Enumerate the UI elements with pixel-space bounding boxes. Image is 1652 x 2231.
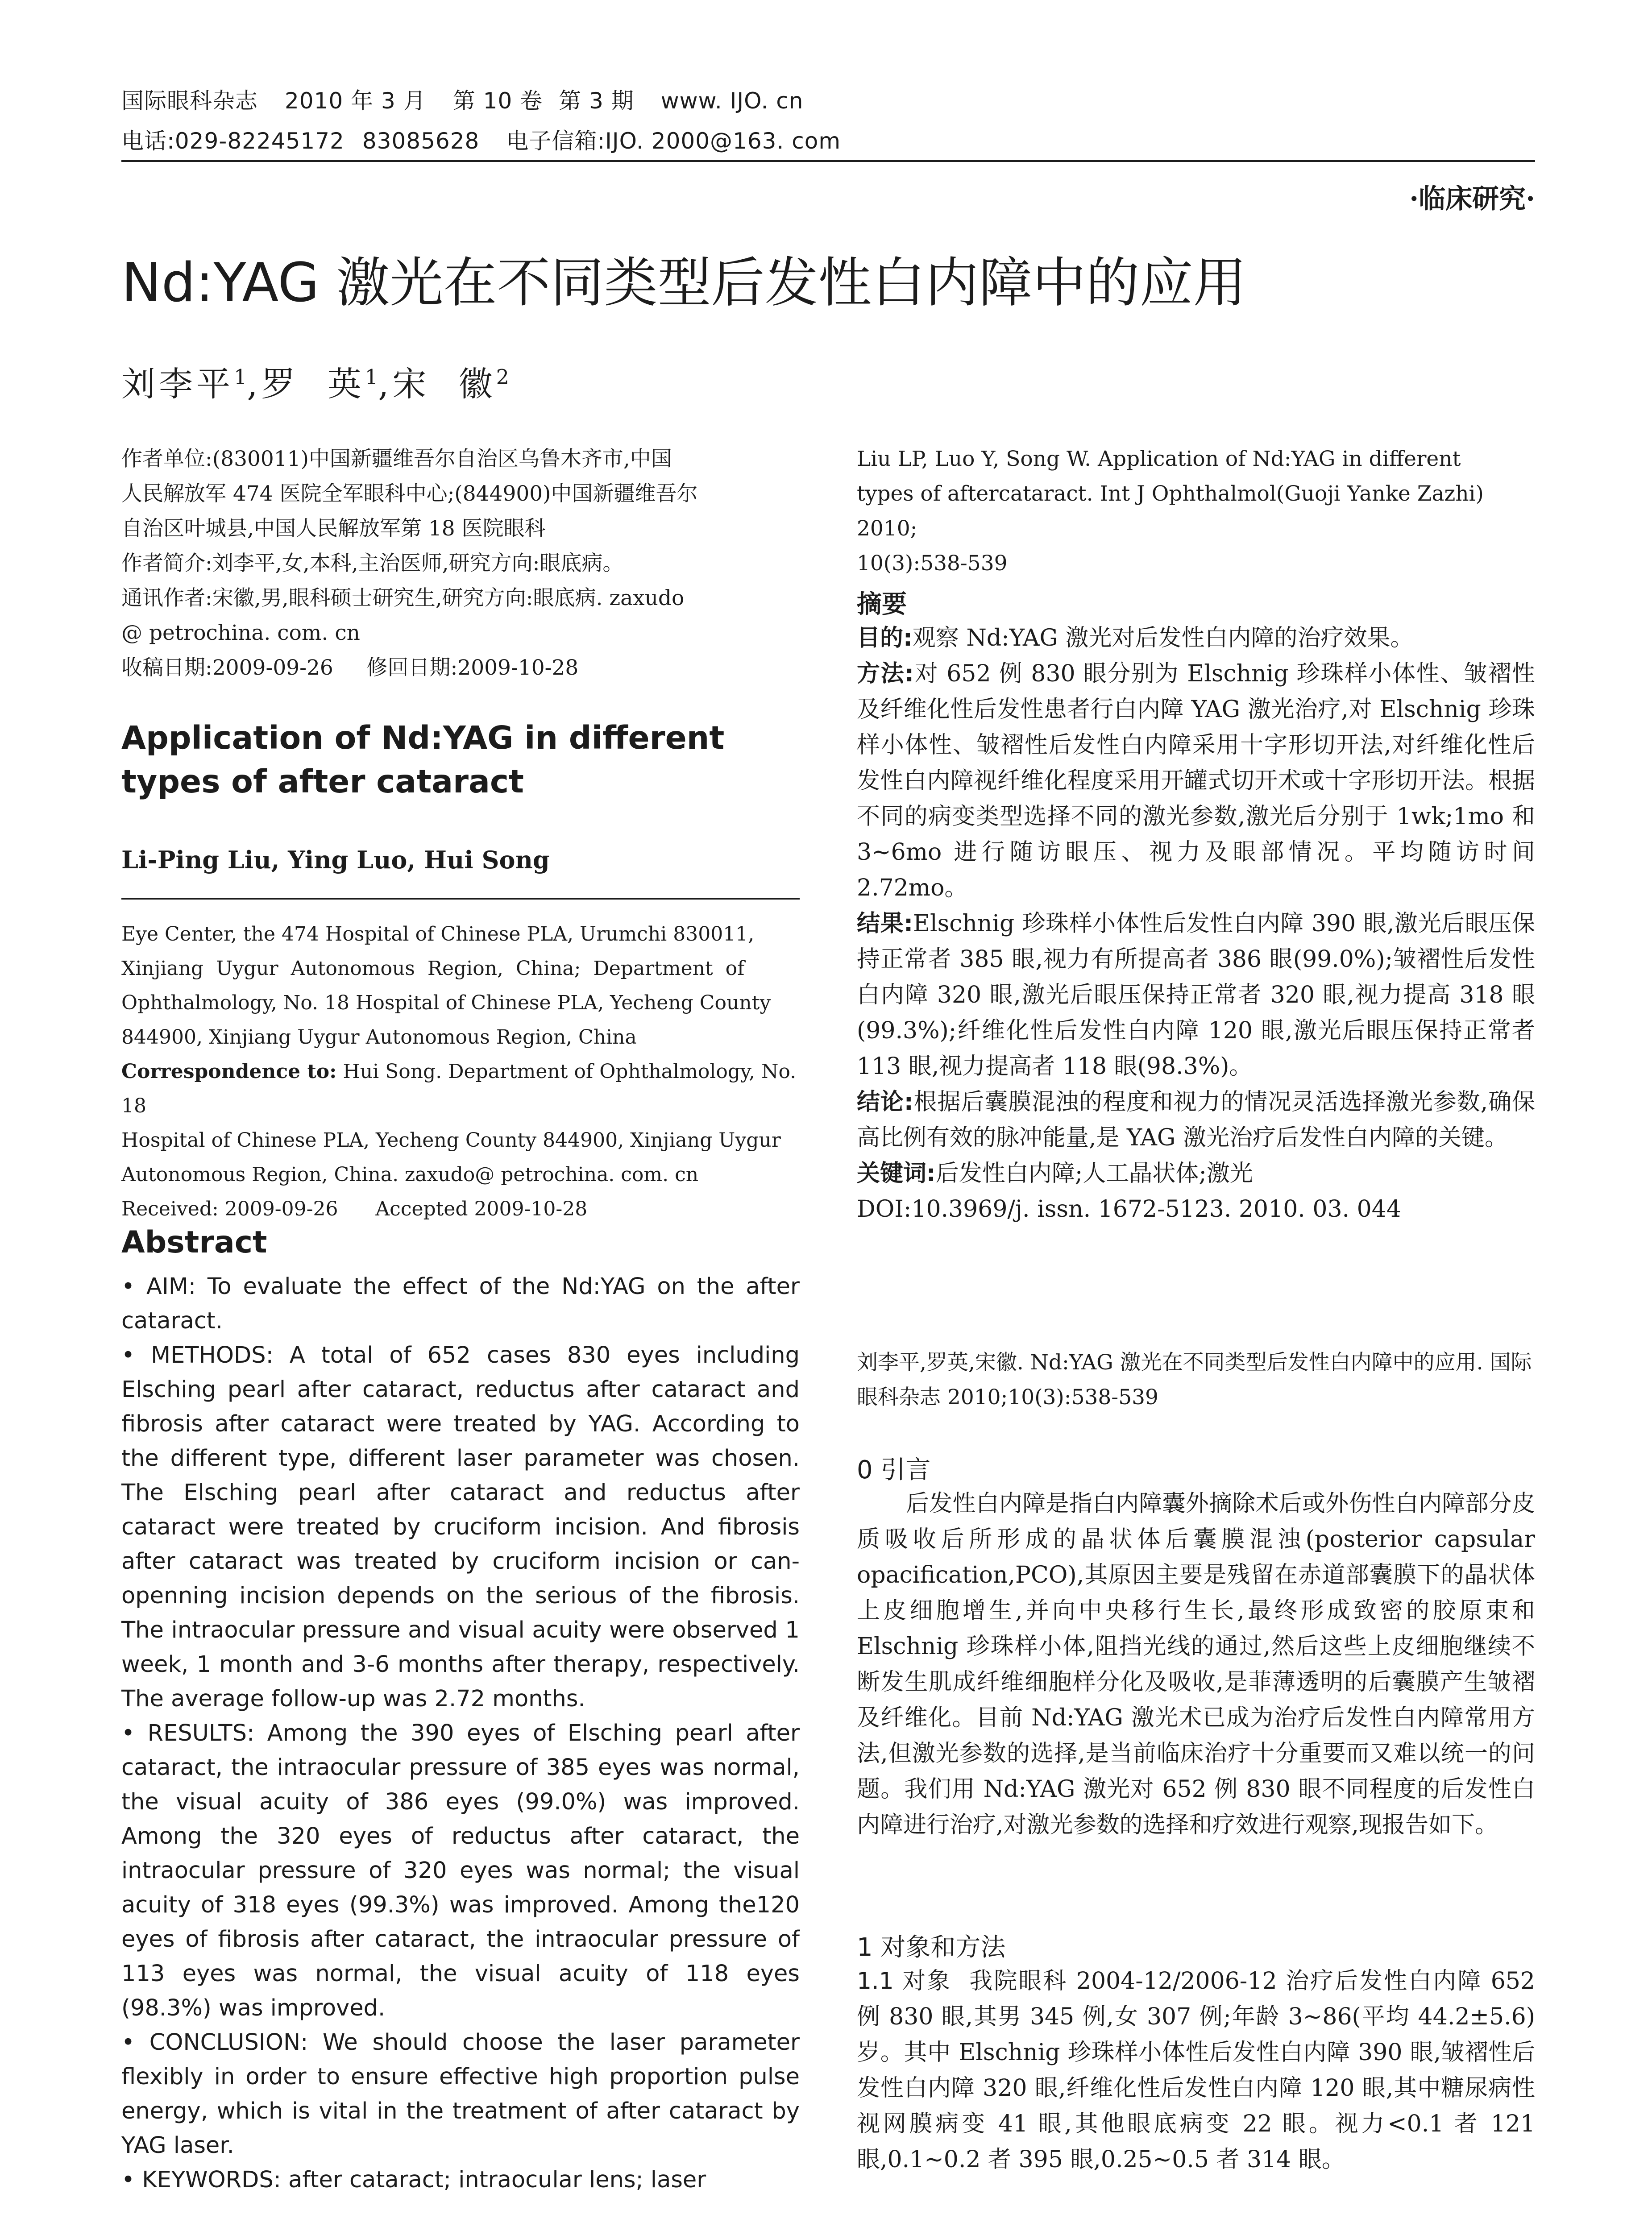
meta-line: 作者单位:(830011)中国新疆维吾尔自治区乌鲁木齐市,中国 <box>121 447 672 471</box>
subjects-label: 1.1 对象 <box>857 1968 952 1995</box>
affiliation-line: Eye Center, the 474 Hospital of Chinese PLA, Urumchi 830011, <box>121 923 755 945</box>
section-label: ·临床研究· <box>1409 183 1535 215</box>
citation-en <box>857 442 1535 581</box>
correspondence-line: Hospital of Chinese PLA, Yecheng County 844900, Xinjiang Uygur <box>121 1129 781 1152</box>
subjects-text: 我院眼科 2004-12/2006-12 治疗后发性白内障 652 例 830 眼,其男 345 例,女 307 例;年龄 3~86(平均 44.2±5.6)岁。其中 Elschnig 珍珠样小体性后发性白内障 390 眼,皱褶性后发性白内障 320 眼,纤维化性后发性白内障 120 眼,其中糖尿病性视网膜病变 41 眼,其他眼底病变 22 眼。视力<0.1 者 121 眼,0.1~0.2 者 395 眼,0.25~0.5 者 314 眼。 <box>857 1968 1535 2173</box>
abstract-heading-cn: 摘要 <box>857 590 907 619</box>
citation-line: 10(3):538-539 <box>857 551 1008 576</box>
conclusion-text: 根据后囊膜混浊的程度和视力的情况灵活选择激光参数,确保高比例有效的脉冲能量,是 YAG 激光治疗后发性白内障的关键。 <box>857 1089 1536 1151</box>
article-metadata-cn <box>121 442 800 685</box>
abstract-cn-keywords <box>857 1156 1535 1191</box>
author-2: 罗 英 <box>261 364 365 404</box>
volume: 第 10 卷 <box>452 88 543 114</box>
citation-line: Liu LP, Luo Y, Song W. Application of Nd:YAG in different <box>857 447 1461 471</box>
correspondence-label: Correspondence to: <box>121 1060 337 1083</box>
email-link[interactable]: 电子信箱:IJO. 2000@163. com <box>506 128 841 154</box>
affiliation-line: Ophthalmology, No. 18 Hospital of Chinese PLA, Yecheng County <box>121 991 771 1014</box>
affiliation-line: Xinjiang Uygur Autonomous Region, China; Department of <box>121 957 745 980</box>
citation-cn <box>857 1345 1535 1415</box>
intro-paragraph: 后发性白内障是指白内障囊外摘除术后或外伤性白内障部分皮质吸收后所形成的晶状体后囊膜混浊(posterior capsular opacification,PCO),其原因主要是残留在赤道部囊膜下的晶状体上皮细胞增生,并向中央移行生长,最终形成致密的胶原束和 Elschnig 珍珠样小体,阻挡光线的通过,然后这些上皮细胞继续不断发生肌成纤维细胞样分化及吸收,是菲薄透明的后囊膜产生皱褶及纤维化。目前 Nd:YAG 激光术已成为治疗后发性白内障常用方法,但激光参数的选择,是当前临床治疗十分重要而又难以统一的问题。我们用 Nd:YAG 激光对 652 例 830 眼不同程度的后发性白内障进行治疗,对激光参数的选择和疗效进行观察,现报告如下。 <box>857 1490 1535 1838</box>
issue-number: 第 3 期 <box>559 88 634 114</box>
results-text: Elschnig 珍珠样小体性后发性白内障 390 眼,激光后眼压保持正常者 385 眼,视力有所提高者 386 眼(99.0%);皱褶性后发性白内障 320 眼,激光后眼压保持正常者 320 眼,视力提高 318 眼(99.3%);纤维化性后发性白内障 120 眼,激光后眼压保持正常者 113 眼,视力提高者 118 眼(98.3%)。 <box>857 910 1536 1080</box>
abstract-methods: • METHODS: A total of 652 cases 830 eyes including Elsching pearl after cataract, reductus after cataract and fibrosis after cataract were treated by YAG. According to the different type, different laser parameter was chosen. The Elsching pearl after cataract and reductus after cataract were treated by cruciform incision. And fibrosis after cataract was treated by cruciform incision or can-openning incision depends on the serious of the fibrosis. The intraocular pressure and visual acuity were observed 1 week, 1 month and 3-6 months after therapy, respectively. The average follow-up was 2.72 months. <box>121 1342 800 1712</box>
abstract-cn-methods <box>857 656 1535 906</box>
methods-text: 对 652 例 830 眼分别为 Elschnig 珍珠样小体性、皱褶性及纤维化性后发性患者行白内障 YAG 激光治疗,对 Elschnig 珍珠样小体性、皱褶性后发性白内障采用十字形切开法,对纤维化性后发性白内障视纤维化程度采用开罐式切开术或十字形切开法。根据不同的病变类型选择不同的激光参数,激光后分别于 1wk;1mo 和 3~6mo 进行随访眼压、视力及眼部情况。平均随访时间 2.72mo。 <box>857 660 1535 901</box>
abstract-cn <box>857 620 1535 1227</box>
author-2-affil: 1 <box>365 365 378 389</box>
abstract-conclusion: • CONCLUSION: We should choose the laser parameter flexibly in order to ensure effective high proportion pulse energy, which is vital in the treatment of after cataract by YAG laser. <box>121 2029 800 2159</box>
phone-2: 83085628 <box>362 128 480 154</box>
correspondence-line <box>121 1054 800 1123</box>
aim-text: 观察 Nd:YAG 激光对后发性白内障的治疗效果。 <box>912 625 1414 651</box>
correspondence-text: Hui Song. Department of Ophthalmology, No. 18 <box>121 1060 797 1117</box>
meta-line: 作者简介:刘李平,女,本科,主治医师,研究方向:眼底病。 <box>121 551 624 576</box>
citation-cn-text: 刘李平,罗英,宋徽. Nd:YAG 激光在不同类型后发性白内障中的应用. 国际眼科杂志 2010;10(3):538-539 <box>857 1350 1532 1410</box>
keywords-label: 关键词: <box>857 1160 936 1187</box>
abstract-cn-conclusion <box>857 1084 1535 1156</box>
correspondence-line: Autonomous Region, China. zaxudo@ petrochina. com. cn <box>121 1163 699 1186</box>
abstract-keywords: • KEYWORDS: after cataract; intraocular lens; laser <box>121 2167 706 2193</box>
website-link[interactable]: www. IJO. cn <box>660 88 804 114</box>
methods-heading: 1 对象和方法 <box>857 1933 1006 1962</box>
intro-heading: 0 引言 <box>857 1456 931 1485</box>
subjects-paragraph <box>857 1963 1535 2177</box>
abstract-results: • RESULTS: Among the 390 eyes of Elsching pearl after cataract, the intraocular pressure of 385 eyes was normal, the visual acuity of 386 eyes (99.0%) was improved. Among the 320 eyes of reductus after cataract, the intraocular pressure of 320 eyes was normal; the visual acuity of 318 eyes (99.3%) was improved. Among the120 eyes of fibrosis after cataract, the intraocular pressure of 113 eyes was normal, the visual acuity of 118 eyes (98.3%) was improved. <box>121 1720 800 2021</box>
meta-line: 通讯作者:宋徽,男,眼科硕士研究生,研究方向:眼底病. zaxudo <box>121 586 685 610</box>
authors-cn: 刘李平$^1$,罗 英$^1$,宋 徽$^2$ <box>121 364 509 404</box>
received-dates: Received: 2009-09-26 Accepted 2009-10-28 <box>121 1198 588 1220</box>
results-label: 结果: <box>857 910 913 937</box>
subjects-section <box>857 1963 1535 2177</box>
aim-label: 目的: <box>857 625 913 651</box>
meta-line: @ petrochina. com. cn <box>121 621 360 645</box>
affiliation-line: 844900, Xinjiang Uygur Autonomous Region, China <box>121 1026 637 1049</box>
methods-label: 方法: <box>857 660 914 687</box>
running-header-line2 <box>121 128 868 154</box>
introduction <box>857 1486 1535 1843</box>
affiliation-rule <box>121 898 800 900</box>
affiliation-en <box>121 917 800 1226</box>
author-3: 宋 徽 <box>392 364 496 404</box>
phone: 电话:029-82245172 <box>121 128 345 154</box>
authors-en: Li-Ping Liu, Ying Luo, Hui Song <box>121 846 550 874</box>
author-1-affil: 1 <box>234 365 247 389</box>
conclusion-label: 结论: <box>857 1089 913 1116</box>
abstract-cn-results <box>857 906 1535 1084</box>
meta-line: 人民解放军 474 医院全军眼科中心;(844900)中国新疆维吾尔 <box>121 481 698 506</box>
issue-date: 2010 年 3 月 <box>285 88 426 114</box>
header-rule <box>121 160 1535 162</box>
abstract-cn-aim <box>857 620 1535 656</box>
abstract-heading-en: Abstract <box>121 1225 267 1260</box>
keywords-text: 后发性白内障;人工晶状体;激光 <box>935 1160 1253 1187</box>
abstract-aim: • AIM: To evaluate the effect of the Nd:YAG on the after cataract. <box>121 1273 800 1334</box>
journal-name: 国际眼科杂志 <box>121 88 258 114</box>
article-title-cn: Nd:YAG 激光在不同类型后发性白内障中的应用 <box>121 252 1247 314</box>
doi: DOI:10.3969/j. issn. 1672-5123. 2010. 03. 044 <box>857 1196 1401 1223</box>
author-3-affil: 2 <box>496 365 509 389</box>
author-1: 刘李平 <box>121 364 234 404</box>
abstract-en <box>121 1269 800 2197</box>
meta-line: 自治区叶城县,中国人民解放军第 18 医院眼科 <box>121 516 546 541</box>
citation-line: types of aftercataract. Int J Ophthalmol(Guoji Yanke Zazhi) 2010; <box>857 481 1484 541</box>
running-header-line1 <box>121 87 830 114</box>
meta-line: 收稿日期:2009-09-26 修回日期:2009-10-28 <box>121 655 579 680</box>
article-title-en: Application of Nd:YAG in different types of after cataract <box>121 719 725 800</box>
